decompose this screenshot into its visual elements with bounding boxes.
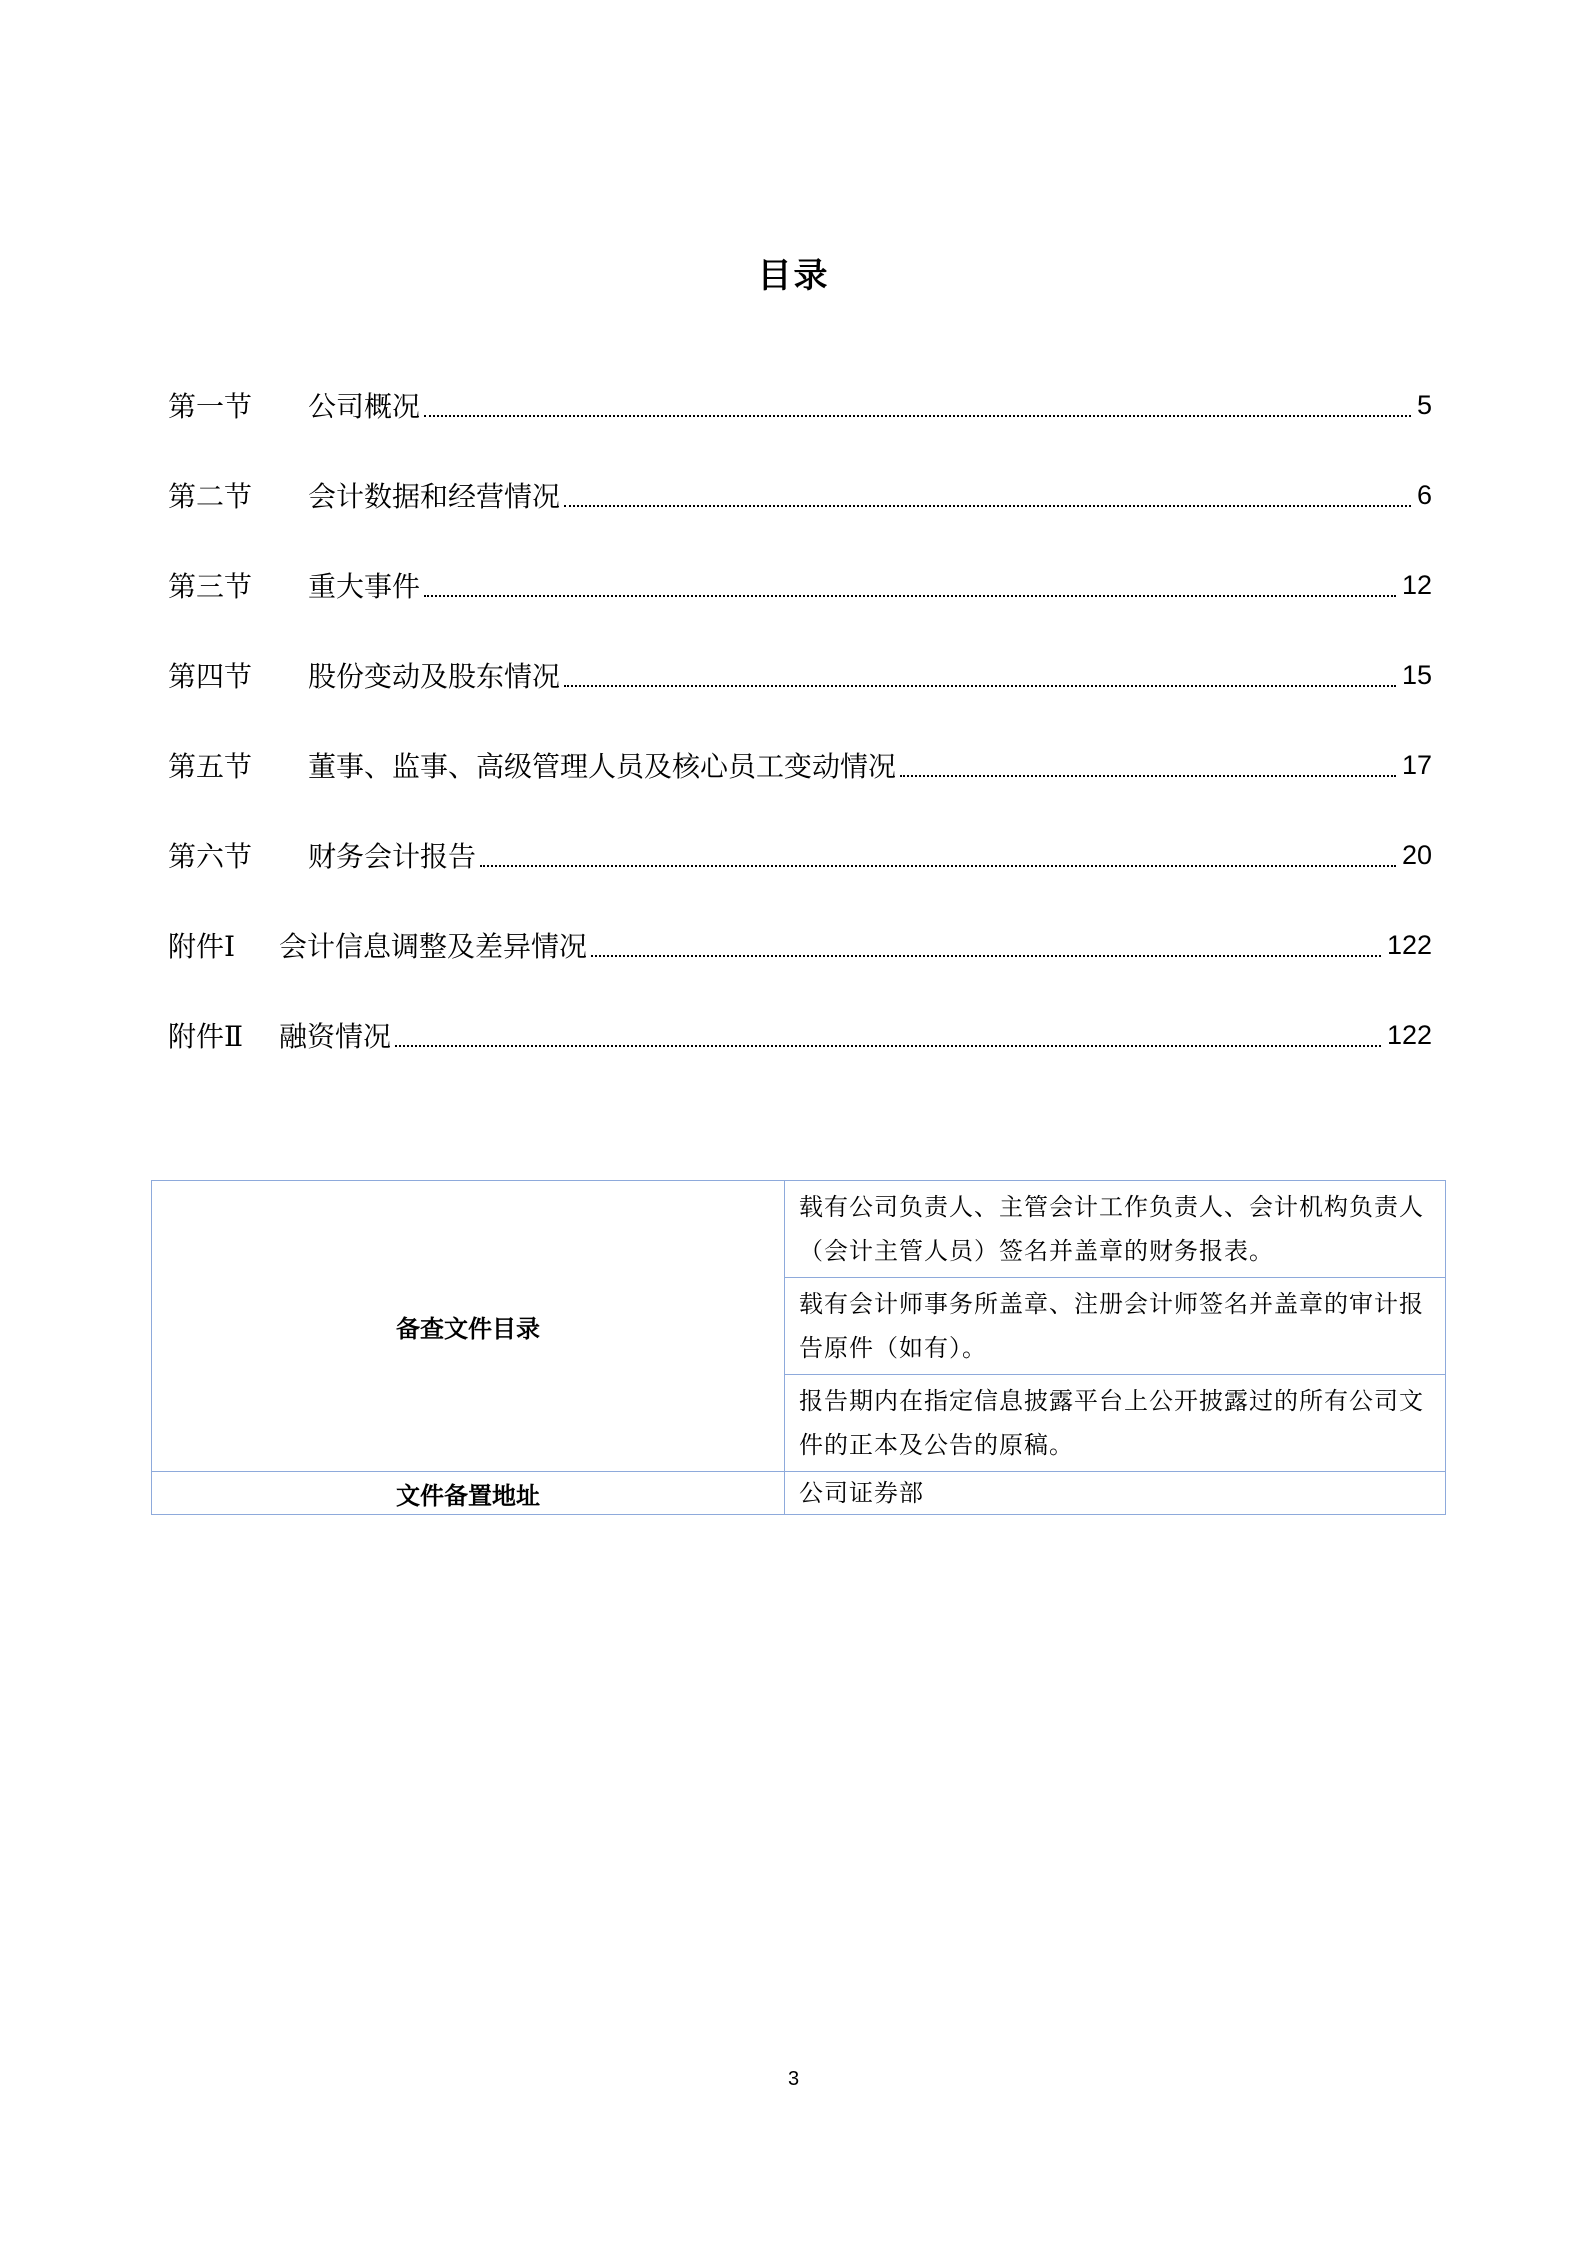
toc-dot-leader — [395, 1043, 1381, 1047]
toc-page-number: 12 — [1401, 569, 1432, 600]
toc-section-label: 第五节 — [168, 750, 253, 783]
toc-page-number: 5 — [1416, 389, 1432, 420]
toc-section-label: 附件Ⅰ — [168, 930, 236, 963]
toc-entry[interactable] — [168, 630, 1432, 720]
toc-entry[interactable] — [168, 900, 1432, 990]
docs-item-cell: 载有公司负责人、主管会计工作负责人、会计机构负责人（会计主管人员）签名并盖章的财务报表。 — [785, 1181, 1446, 1278]
table-row — [152, 1181, 1446, 1278]
toc-entry-title: 董事、监事、高级管理人员及核心员工变动情况 — [308, 750, 897, 783]
table-of-contents — [168, 360, 1432, 1080]
toc-entry[interactable] — [168, 990, 1432, 1080]
toc-section-label: 附件Ⅱ — [168, 1020, 244, 1053]
toc-entry-title: 财务会计报告 — [308, 840, 477, 873]
toc-page-number: 20 — [1401, 839, 1432, 870]
toc-dot-leader — [564, 503, 1411, 507]
toc-entry-title: 股份变动及股东情况 — [308, 660, 561, 693]
toc-section-label: 第四节 — [168, 660, 253, 693]
toc-entry[interactable] — [168, 810, 1432, 900]
toc-page-number: 6 — [1416, 479, 1432, 510]
toc-page-number: 122 — [1386, 929, 1432, 960]
toc-dot-leader — [424, 413, 1411, 417]
toc-dot-leader — [900, 773, 1396, 777]
toc-page-number: 122 — [1386, 1019, 1432, 1050]
toc-entry-title: 公司概况 — [308, 390, 421, 423]
table-row — [152, 1472, 1446, 1515]
toc-page-number: 15 — [1401, 659, 1432, 690]
toc-page-number: 17 — [1401, 749, 1432, 780]
toc-dot-leader — [591, 953, 1381, 957]
location-label-cell: 文件备置地址 — [152, 1472, 785, 1515]
toc-entry[interactable] — [168, 540, 1432, 630]
page-number: 3 — [787, 2068, 800, 2090]
toc-entry-title: 融资情况 — [279, 1020, 392, 1053]
toc-section-label: 第一节 — [168, 390, 253, 423]
docs-item-cell: 报告期内在指定信息披露平台上公开披露过的所有公司文件的正本及公告的原稿。 — [785, 1375, 1446, 1472]
toc-entry[interactable] — [168, 720, 1432, 810]
docs-label-cell: 备查文件目录 — [152, 1181, 785, 1472]
toc-entry-title: 重大事件 — [308, 570, 421, 603]
toc-entry-title: 会计数据和经营情况 — [308, 480, 561, 513]
location-value-cell: 公司证券部 — [785, 1472, 1446, 1515]
page-title: 目录 — [757, 256, 830, 296]
toc-entry-title: 会计信息调整及差异情况 — [279, 930, 588, 963]
docs-item-cell: 载有会计师事务所盖章、注册会计师签名并盖章的审计报告原件（如有）。 — [785, 1278, 1446, 1375]
toc-section-label: 第六节 — [168, 840, 253, 873]
toc-dot-leader — [564, 683, 1396, 687]
toc-entry[interactable] — [168, 450, 1432, 540]
toc-section-label: 第三节 — [168, 570, 253, 603]
toc-entry[interactable] — [168, 360, 1432, 450]
reference-documents-table — [151, 1180, 1446, 1515]
toc-dot-leader — [480, 863, 1396, 867]
toc-dot-leader — [424, 593, 1396, 597]
toc-section-label: 第二节 — [168, 480, 253, 513]
